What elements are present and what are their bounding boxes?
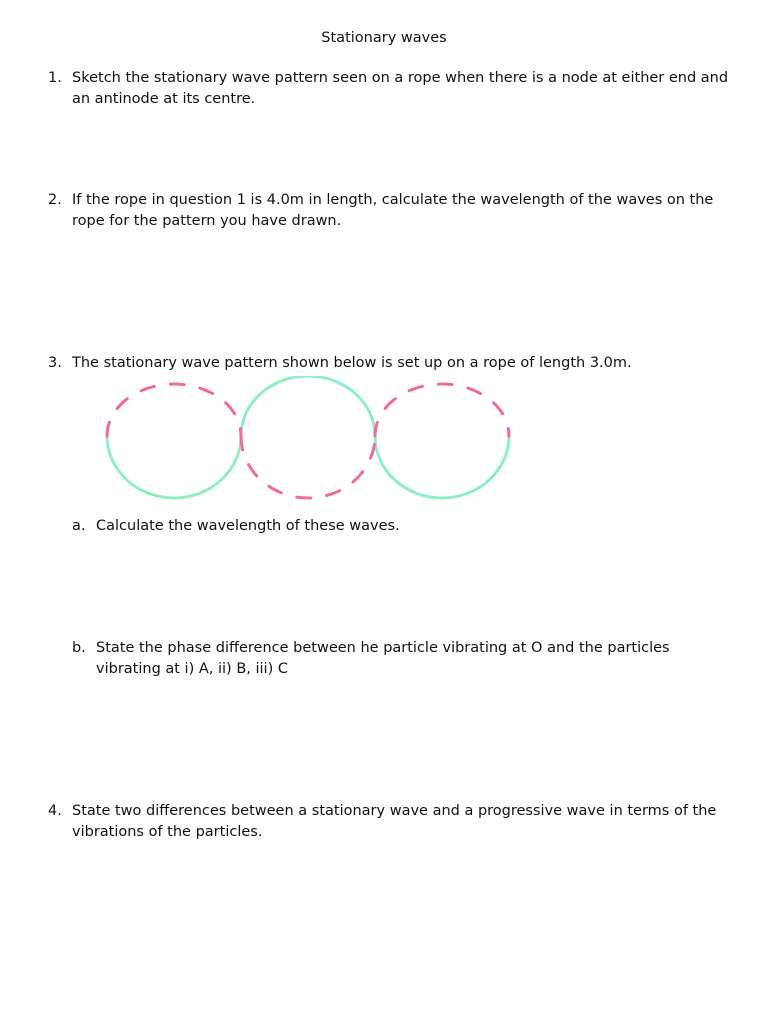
question-number: 4. xyxy=(48,803,62,819)
part-label: b. xyxy=(72,640,86,656)
loop-1-upper xyxy=(107,384,241,436)
loop-2-lower xyxy=(241,436,375,498)
question-text: The stationary wave pattern shown below is set up on a rope of length 3.0m. xyxy=(72,355,632,371)
part-text: Calculate the wavelength of these waves. xyxy=(96,518,400,534)
question-number: 1. xyxy=(48,70,62,86)
stationary-wave-diagram xyxy=(90,376,530,516)
loop-1-lower xyxy=(107,436,241,498)
loop-3-lower xyxy=(375,436,509,498)
question-3a xyxy=(72,516,712,537)
question-3 xyxy=(48,353,748,374)
question-number: 3. xyxy=(48,355,62,371)
question-4 xyxy=(48,801,748,843)
part-label: a. xyxy=(72,518,86,534)
question-text: Sketch the stationary wave pattern seen on a rope when there is a node at either end and an antinode at its centre. xyxy=(72,70,729,107)
wave-solid-envelope xyxy=(107,376,509,498)
question-text: State two differences between a stationary wave and a progressive wave in terms of the vibrations of the particles. xyxy=(72,803,717,840)
page-title: Stationary waves xyxy=(321,30,447,46)
question-text: If the rope in question 1 is 4.0m in length, calculate the wavelength of the waves on the rope for the pattern you have drawn. xyxy=(72,192,714,229)
loop-3-upper xyxy=(375,384,509,436)
part-text: State the phase difference between he particle vibrating at O and the particles vibrating at i) A, ii) B, iii) C xyxy=(96,640,670,677)
question-1 xyxy=(48,68,748,110)
loop-2-upper xyxy=(241,376,375,436)
question-number: 2. xyxy=(48,192,62,208)
question-3b xyxy=(72,638,712,680)
wave-dashed-envelope xyxy=(107,384,509,498)
question-2 xyxy=(48,190,748,232)
